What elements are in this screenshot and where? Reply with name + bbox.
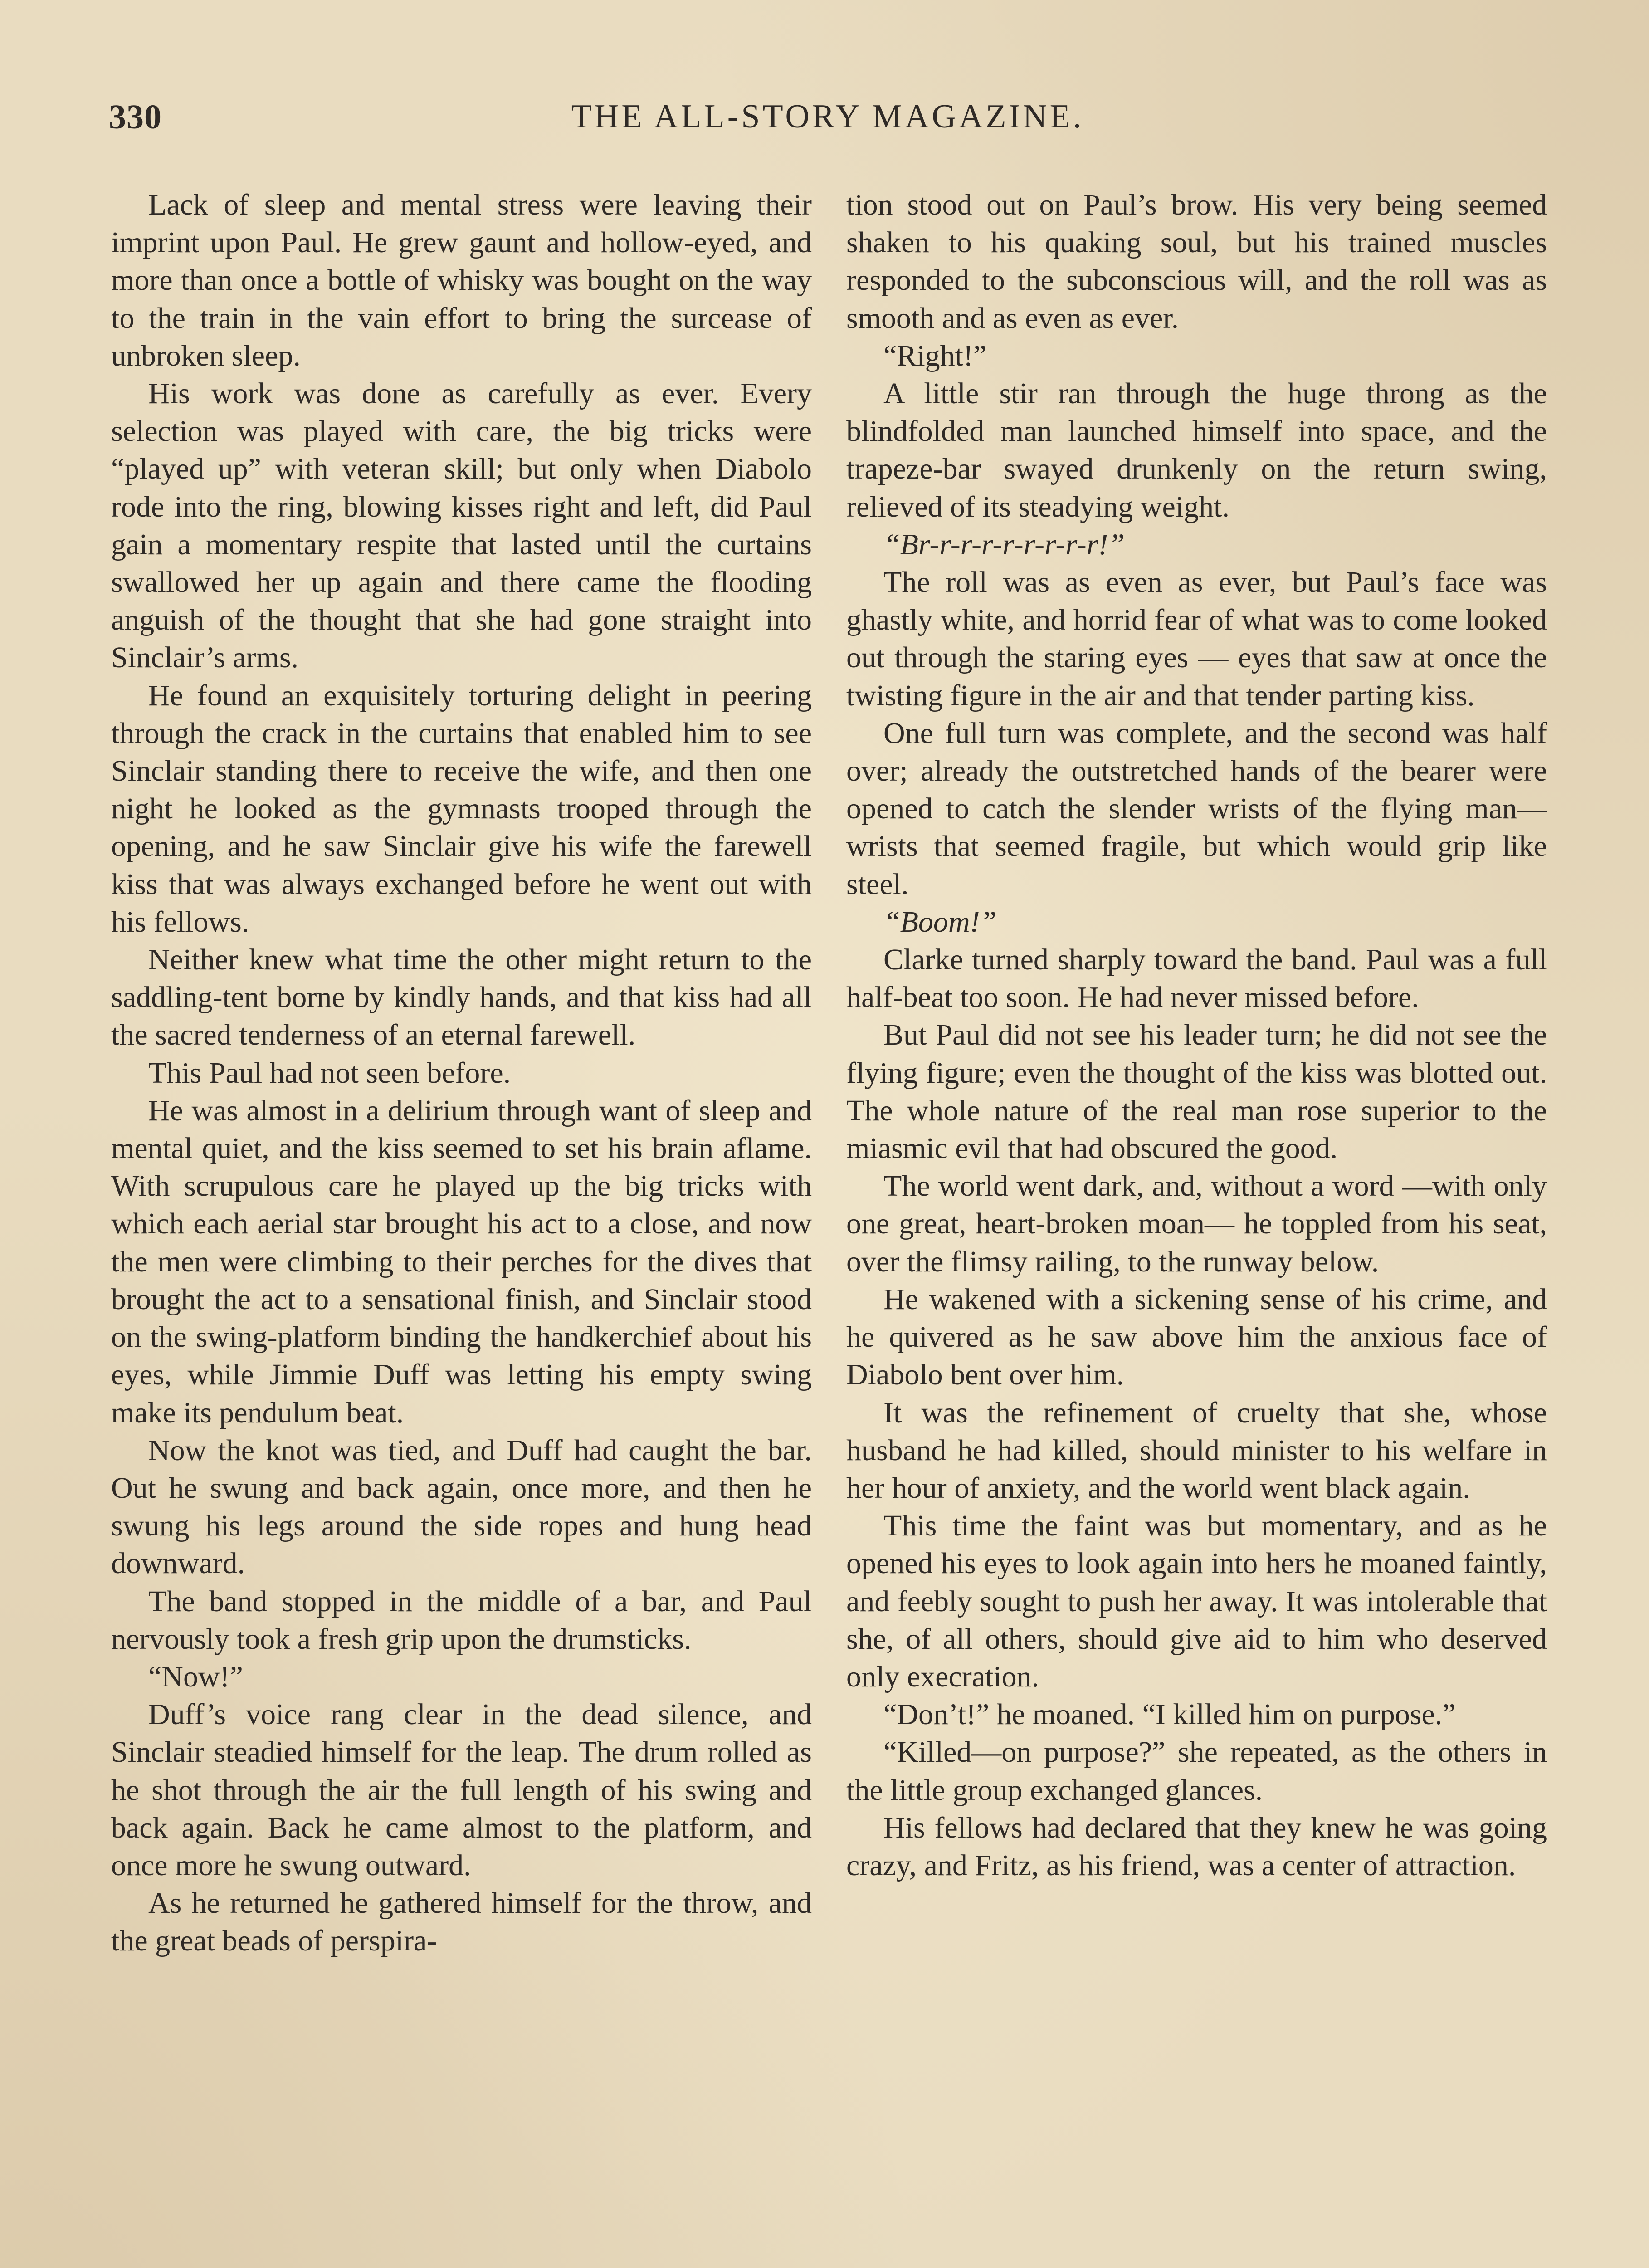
paragraph: Duff’s voice rang clear in the dead silence, and Sinclair steadied himself for the leap. The drum rolled as he shot through the air the full length of his swing and back again. Back he came almost to the platform, and once more he swung outward. (111, 1698, 812, 1882)
paragraph: Neither knew what time the other might return to the saddling-tent borne by kindly hands, and that kiss had all the sacred tenderness of an eternal farewell. (111, 943, 812, 1052)
paragraph: But Paul did not see his leader turn; he did not see the flying figure; even the thought of the kiss was blotted out. The whole nature of the real man rose superior to the miasmic evil that had obscured the good. (846, 1018, 1547, 1165)
paragraph: Now the knot was tied, and Duff had caught the bar. Out he swung and back again, once more, and then he swung his legs around the side ropes and hung head downward. (111, 1433, 812, 1580)
paragraph-continuation: tion stood out on Paul’s brow. His very being seemed shaken to his quaking soul, but his trained muscles responded to the subconscious will, and the roll was as smooth and as even as ever. (846, 188, 1547, 335)
paragraph: Clarke turned sharply toward the band. Paul was a full half-beat too soon. He had never missed before. (846, 943, 1547, 1014)
paragraph: The world went dark, and, without a word —with only one great, heart-broken moan— he toppled from his seat, over the flimsy railing, to the runway below. (846, 1169, 1547, 1278)
paragraph: He wakened with a sickening sense of his crime, and he quivered as he saw above him the anxious face of Diabolo bent over him. (846, 1282, 1547, 1392)
paragraph: A little stir ran through the huge throng as the blindfolded man launched himself into space, and the trapeze-bar swayed drunkenly on the return swing, relieved of its steadying weight. (846, 377, 1547, 523)
paragraph: His work was done as carefully as ever. Every selection was played with care, the big tricks were “played up” with veteran skill; but only when Diabolo rode into the ring, blowing kisses right and left, did Paul gain a momentary respite that lasted until the curtains swallowed her up again and there came the flooding anguish of the thought that she had gone straight into Sinclair’s arms. (111, 377, 812, 675)
paragraph: He found an exquisitely torturing delight in peering through the crack in the curtains that enabled him to see Sinclair standing there to receive the wife, and then one night he looked as the gymnasts trooped through the opening, and he saw Sinclair give his wife the farewell kiss that was always exchanged before he went out with his fellows. (111, 679, 812, 938)
right-column (846, 186, 1547, 1884)
page-number: 330 (109, 98, 162, 136)
paragraph: “Boom!” (883, 905, 997, 938)
paragraph: “Killed—on purpose?” she repeated, as the others in the little group exchanged glances. (846, 1735, 1547, 1807)
paragraph: One full turn was complete, and the second was half over; already the outstretched hands of the bearer were opened to catch the slender wrists of the flying man—wrists that seemed fragile, but which would grip like steel. (846, 716, 1547, 901)
left-column (111, 186, 812, 1960)
paragraph: Lack of sleep and mental stress were leaving their imprint upon Paul. He grew gaunt and hollow-eyed, and more than once a bottle of whisky was bought on the way to the train in the vain effort to bring the surcease of unbroken sleep. (111, 188, 812, 372)
paragraph: This Paul had not seen before. (148, 1056, 511, 1090)
paragraph: “Right!” (883, 339, 987, 372)
paragraph: “Don’t!” he moaned. “I killed him on purpose.” (883, 1698, 1456, 1731)
paragraph: “Br-r-r-r-r-r-r-r-r!” (883, 528, 1125, 561)
paragraph: The roll was as even as ever, but Paul’s face was ghastly white, and horrid fear of what was to come looked out through the staring eyes — eyes that saw at once the twisting figure in the air and that tender parting kiss. (846, 566, 1547, 712)
paragraph: As he returned he gathered himself for the throw, and the great beads of perspira- (111, 1887, 812, 1958)
paragraph: This time the faint was but momentary, and as he opened his eyes to look again into hers he moaned faintly, and feebly sought to push her away. It was intolerable that she, of all others, should give aid to him who deserved only execration. (846, 1509, 1547, 1693)
running-head (109, 98, 1547, 138)
paragraph: The band stopped in the middle of a bar, and Paul nervously took a fresh grip upon the drumsticks. (111, 1584, 812, 1656)
paragraph: “Now!” (148, 1660, 243, 1693)
paragraph: He was almost in a delirium through want of sleep and mental quiet, and the kiss seemed to set his brain aflame. With scrupulous care he played up the big tricks with which each aerial star brought his act to a close, and now the men were climbing to their perches for the dives that brought the act to a sensational finish, and Sinclair stood on the swing-platform binding the handkerchief about his eyes, while Jimmie Duff was letting his empty swing make its pendulum beat. (111, 1094, 812, 1429)
magazine-title: THE ALL-STORY MAGAZINE. (571, 98, 1084, 135)
paragraph: It was the refinement of cruelty that she, whose husband he had killed, should minister to his welfare in her hour of anxiety, and the world went black again. (846, 1396, 1547, 1505)
paragraph: His fellows had declared that they knew he was going crazy, and Fritz, as his friend, was a center of attraction. (846, 1811, 1547, 1882)
